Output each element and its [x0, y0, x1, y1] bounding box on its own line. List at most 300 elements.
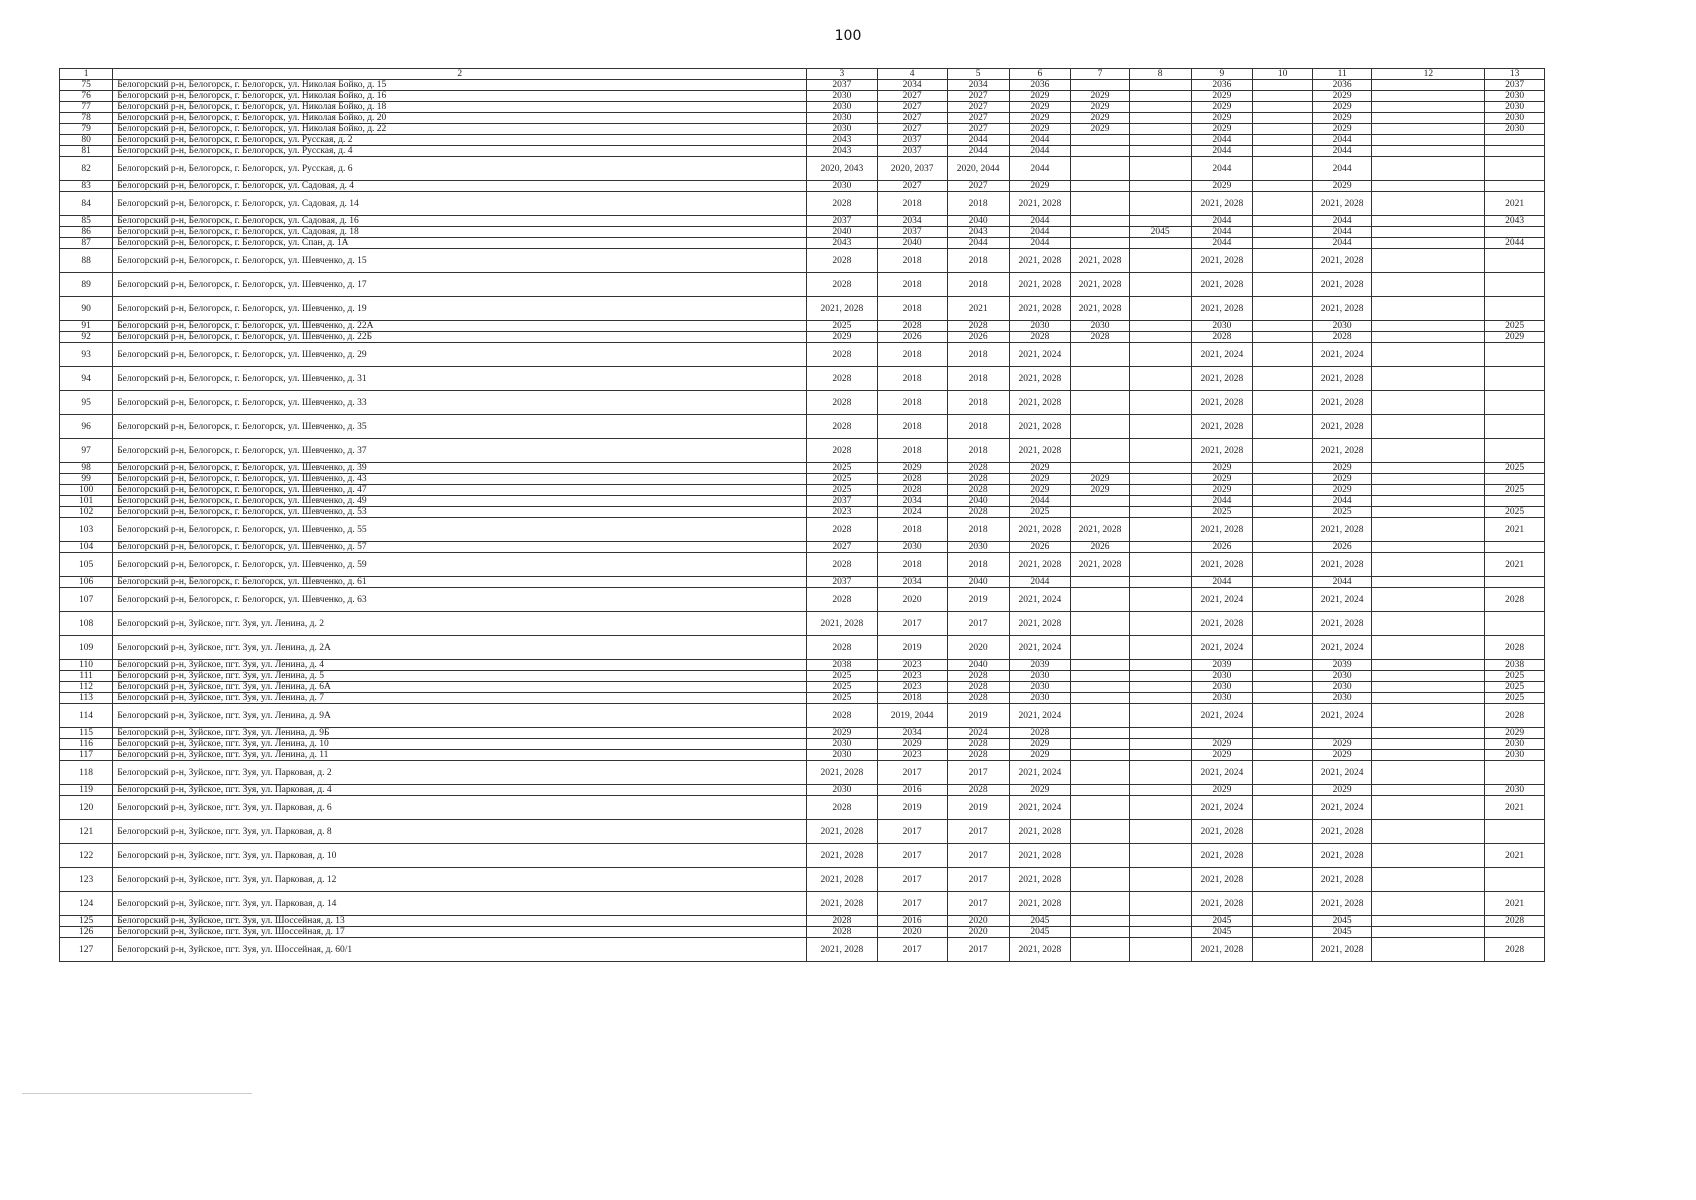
year-cell: 2028: [947, 750, 1009, 761]
table-row: [60, 682, 1545, 693]
year-cell: 2029: [1191, 739, 1253, 750]
year-cell: 2025: [1485, 671, 1545, 682]
year-cell: 2021: [1485, 844, 1545, 868]
year-cell: [1129, 192, 1191, 216]
scan-artifact-line: [22, 1093, 252, 1094]
table-row: [60, 181, 1545, 192]
address-cell: Белогорский р-н, Зуйское, пгт. Зуя, ул. Ленина, д. 7: [113, 693, 807, 704]
table-row: [60, 938, 1545, 962]
year-cell: 2017: [877, 868, 947, 892]
year-cell: [1071, 343, 1130, 367]
year-cell: [1253, 820, 1313, 844]
address-cell: Белогорский р-н, Зуйское, пгт. Зуя, ул. Ленина, д. 6А: [113, 682, 807, 693]
address-cell: Белогорский р-н, Белогорск, г. Белогорск, ул. Николая Бойко, д. 22: [113, 124, 807, 135]
row-number: 126: [60, 927, 113, 938]
year-cell: 2021, 2024: [1312, 761, 1372, 785]
row-number: 122: [60, 844, 113, 868]
year-cell: 2040: [947, 660, 1009, 671]
year-cell: 2025: [1485, 485, 1545, 496]
table-row: [60, 273, 1545, 297]
year-cell: 2021, 2028: [807, 892, 877, 916]
row-number: 99: [60, 474, 113, 485]
row-number: 85: [60, 216, 113, 227]
row-number: 111: [60, 671, 113, 682]
year-cell: 2044: [947, 135, 1009, 146]
column-header: 11: [1312, 69, 1372, 80]
year-cell: 2021, 2024: [1312, 588, 1372, 612]
year-cell: 2021, 2028: [1009, 367, 1071, 391]
year-cell: [1372, 102, 1485, 113]
year-cell: 2025: [1009, 507, 1071, 518]
row-number: 123: [60, 868, 113, 892]
address-cell: Белогорский р-н, Белогорск, г. Белогорск, ул. Шевченко, д. 57: [113, 542, 807, 553]
year-cell: [1253, 612, 1313, 636]
year-cell: 2040: [947, 216, 1009, 227]
year-cell: 2045: [1312, 927, 1372, 938]
year-cell: [1129, 553, 1191, 577]
year-cell: [1129, 273, 1191, 297]
year-cell: [1372, 518, 1485, 542]
year-cell: 2029: [1312, 463, 1372, 474]
year-cell: 2018: [947, 343, 1009, 367]
year-cell: 2030: [1009, 321, 1071, 332]
year-cell: [1129, 321, 1191, 332]
year-cell: [1129, 463, 1191, 474]
year-cell: 2018: [877, 343, 947, 367]
address-cell: Белогорский р-н, Белогорск, г. Белогорск, ул. Шевченко, д. 39: [113, 463, 807, 474]
year-cell: [1071, 238, 1130, 249]
year-cell: [1071, 157, 1130, 181]
row-number: 127: [60, 938, 113, 962]
year-cell: 2018: [877, 693, 947, 704]
year-cell: 2017: [947, 844, 1009, 868]
year-cell: [1485, 249, 1545, 273]
year-cell: 2025: [1312, 507, 1372, 518]
column-header: 8: [1129, 69, 1191, 80]
year-cell: 2020, 2043: [807, 157, 877, 181]
address-cell: Белогорский р-н, Зуйское, пгт. Зуя, ул. Ленина, д. 2А: [113, 636, 807, 660]
column-header: 7: [1071, 69, 1130, 80]
row-number: 75: [60, 80, 113, 91]
table-row: [60, 507, 1545, 518]
year-cell: 2044: [1009, 238, 1071, 249]
year-cell: [1372, 135, 1485, 146]
year-cell: [1129, 820, 1191, 844]
year-cell: [1129, 704, 1191, 728]
year-cell: 2045: [1312, 916, 1372, 927]
year-cell: 2026: [1312, 542, 1372, 553]
table-row: [60, 553, 1545, 577]
year-cell: 2025: [807, 474, 877, 485]
row-number: 124: [60, 892, 113, 916]
table-row: [60, 868, 1545, 892]
year-cell: 2029: [877, 739, 947, 750]
row-number: 118: [60, 761, 113, 785]
year-cell: [1253, 321, 1313, 332]
column-header: 3: [807, 69, 877, 80]
year-cell: 2026: [1191, 542, 1253, 553]
year-cell: 2018: [947, 439, 1009, 463]
year-cell: 2023: [877, 682, 947, 693]
year-cell: 2034: [947, 80, 1009, 91]
year-cell: 2028: [807, 588, 877, 612]
year-cell: 2029: [1191, 463, 1253, 474]
year-cell: 2020, 2037: [877, 157, 947, 181]
year-cell: 2021, 2024: [1191, 704, 1253, 728]
year-cell: 2021, 2028: [1312, 415, 1372, 439]
year-cell: [1129, 238, 1191, 249]
year-cell: 2028: [947, 739, 1009, 750]
year-cell: 2019: [947, 796, 1009, 820]
year-cell: 2028: [807, 916, 877, 927]
year-cell: 2044: [947, 238, 1009, 249]
table-row: [60, 102, 1545, 113]
year-cell: [1253, 332, 1313, 343]
year-cell: 2019: [877, 796, 947, 820]
year-cell: 2039: [1009, 660, 1071, 671]
year-cell: 2021, 2028: [1191, 439, 1253, 463]
year-cell: 2030: [1009, 682, 1071, 693]
year-cell: 2029: [1009, 474, 1071, 485]
year-cell: [1253, 80, 1313, 91]
year-cell: [1253, 660, 1313, 671]
year-cell: 2037: [877, 146, 947, 157]
year-cell: [1129, 157, 1191, 181]
year-cell: 2025: [1485, 463, 1545, 474]
year-cell: [1129, 391, 1191, 415]
year-cell: [1129, 113, 1191, 124]
year-cell: 2021, 2024: [1312, 636, 1372, 660]
year-cell: 2021, 2028: [1191, 192, 1253, 216]
year-cell: [1129, 507, 1191, 518]
year-cell: 2030: [807, 181, 877, 192]
year-cell: [1071, 496, 1130, 507]
year-cell: [1372, 542, 1485, 553]
year-cell: [1485, 415, 1545, 439]
year-cell: 2028: [1485, 938, 1545, 962]
year-cell: 2017: [877, 612, 947, 636]
year-cell: 2021, 2028: [807, 868, 877, 892]
year-cell: 2027: [947, 124, 1009, 135]
address-cell: Белогорский р-н, Белогорск, г. Белогорск, ул. Шевченко, д. 31: [113, 367, 807, 391]
column-header: 12: [1372, 69, 1485, 80]
row-number: 104: [60, 542, 113, 553]
year-cell: 2018: [947, 273, 1009, 297]
year-cell: [1485, 577, 1545, 588]
year-cell: 2044: [1191, 216, 1253, 227]
year-cell: 2027: [877, 124, 947, 135]
year-cell: [1372, 297, 1485, 321]
row-number: 91: [60, 321, 113, 332]
year-cell: 2018: [877, 415, 947, 439]
year-cell: 2029: [1009, 750, 1071, 761]
year-cell: 2025: [1485, 682, 1545, 693]
row-number: 119: [60, 785, 113, 796]
year-cell: [1071, 796, 1130, 820]
table-row: [60, 157, 1545, 181]
year-cell: 2021, 2028: [1191, 868, 1253, 892]
year-cell: 2028: [947, 463, 1009, 474]
year-cell: 2021, 2028: [1009, 892, 1071, 916]
year-cell: 2044: [1312, 496, 1372, 507]
year-cell: [1372, 553, 1485, 577]
year-cell: [1129, 927, 1191, 938]
year-cell: 2028: [807, 439, 877, 463]
year-cell: 2028: [1485, 588, 1545, 612]
row-number: 76: [60, 91, 113, 102]
year-cell: [1071, 367, 1130, 391]
year-cell: [1253, 916, 1313, 927]
table-row: [60, 671, 1545, 682]
row-number: 103: [60, 518, 113, 542]
address-cell: Белогорский р-н, Зуйское, пгт. Зуя, ул. Ленина, д. 9А: [113, 704, 807, 728]
year-cell: [1372, 892, 1485, 916]
address-cell: Белогорский р-н, Белогорск, г. Белогорск, ул. Русская, д. 6: [113, 157, 807, 181]
year-cell: 2021, 2028: [1071, 297, 1130, 321]
year-cell: 2021, 2028: [1009, 518, 1071, 542]
year-cell: [1253, 227, 1313, 238]
year-cell: [1372, 496, 1485, 507]
year-cell: [1372, 761, 1485, 785]
year-cell: [1071, 820, 1130, 844]
year-cell: 2038: [1485, 660, 1545, 671]
year-cell: [1071, 391, 1130, 415]
year-cell: [1253, 518, 1313, 542]
year-cell: 2021, 2024: [1009, 588, 1071, 612]
year-cell: [1129, 636, 1191, 660]
year-cell: 2044: [1312, 577, 1372, 588]
row-number: 100: [60, 485, 113, 496]
year-cell: 2025: [1191, 507, 1253, 518]
year-cell: 2043: [807, 146, 877, 157]
year-cell: 2039: [1191, 660, 1253, 671]
year-cell: [1372, 577, 1485, 588]
year-cell: 2021, 2024: [1191, 761, 1253, 785]
year-cell: 2021, 2028: [1312, 938, 1372, 962]
table-row: [60, 820, 1545, 844]
year-cell: 2037: [807, 216, 877, 227]
table-row: [60, 463, 1545, 474]
year-cell: [1372, 332, 1485, 343]
year-cell: [1253, 704, 1313, 728]
address-cell: Белогорский р-н, Белогорск, г. Белогорск, ул. Шевченко, д. 37: [113, 439, 807, 463]
year-cell: [1129, 80, 1191, 91]
year-cell: 2029: [807, 728, 877, 739]
address-cell: Белогорский р-н, Белогорск, г. Белогорск, ул. Николая Бойко, д. 18: [113, 102, 807, 113]
year-cell: 2045: [1009, 916, 1071, 927]
address-cell: Белогорский р-н, Зуйское, пгт. Зуя, ул. Парковая, д. 12: [113, 868, 807, 892]
year-cell: 2020, 2044: [947, 157, 1009, 181]
table-row: [60, 367, 1545, 391]
year-cell: 2025: [807, 682, 877, 693]
table-row: [60, 297, 1545, 321]
year-cell: 2019: [877, 636, 947, 660]
address-cell: Белогорский р-н, Зуйское, пгт. Зуя, ул. Шоссейная, д. 17: [113, 927, 807, 938]
table-row: [60, 739, 1545, 750]
row-number: 93: [60, 343, 113, 367]
year-cell: 2027: [947, 91, 1009, 102]
row-number: 94: [60, 367, 113, 391]
year-cell: 2028: [1071, 332, 1130, 343]
row-number: 81: [60, 146, 113, 157]
year-cell: 2020: [877, 927, 947, 938]
year-cell: [1129, 181, 1191, 192]
year-cell: [1253, 682, 1313, 693]
year-cell: 2029: [1071, 113, 1130, 124]
year-cell: [1071, 588, 1130, 612]
year-cell: [1253, 181, 1313, 192]
address-cell: Белогорский р-н, Белогорск, г. Белогорск, ул. Садовая, д. 14: [113, 192, 807, 216]
address-cell: Белогорский р-н, Белогорск, г. Белогорск, ул. Садовая, д. 18: [113, 227, 807, 238]
year-cell: [1071, 844, 1130, 868]
year-cell: 2021, 2028: [807, 844, 877, 868]
year-cell: 2044: [1009, 135, 1071, 146]
year-cell: 2021: [1485, 553, 1545, 577]
address-cell: Белогорский р-н, Зуйское, пгт. Зуя, ул. Парковая, д. 4: [113, 785, 807, 796]
year-cell: 2021, 2028: [1191, 415, 1253, 439]
year-cell: 2021, 2024: [1009, 796, 1071, 820]
table-row: [60, 91, 1545, 102]
year-cell: 2027: [877, 113, 947, 124]
year-cell: 2044: [1009, 496, 1071, 507]
year-cell: [1253, 391, 1313, 415]
table-row: [60, 796, 1545, 820]
year-cell: [1071, 671, 1130, 682]
year-cell: 2044: [1312, 238, 1372, 249]
year-cell: [1372, 249, 1485, 273]
year-cell: 2030: [1485, 785, 1545, 796]
year-cell: [1071, 181, 1130, 192]
year-cell: 2030: [1009, 693, 1071, 704]
year-cell: 2043: [807, 238, 877, 249]
year-cell: [1129, 671, 1191, 682]
year-cell: [1191, 728, 1253, 739]
year-cell: [1485, 343, 1545, 367]
year-cell: 2020: [947, 636, 1009, 660]
year-cell: 2026: [877, 332, 947, 343]
year-cell: 2029: [1071, 102, 1130, 113]
year-cell: [1253, 124, 1313, 135]
year-cell: [1253, 146, 1313, 157]
year-cell: 2028: [807, 927, 877, 938]
year-cell: 2044: [1312, 157, 1372, 181]
year-cell: [1372, 485, 1485, 496]
year-cell: 2018: [877, 249, 947, 273]
year-cell: 2019, 2044: [877, 704, 947, 728]
year-cell: 2040: [947, 496, 1009, 507]
year-cell: [1485, 439, 1545, 463]
year-cell: [1253, 588, 1313, 612]
year-cell: [1485, 391, 1545, 415]
year-cell: 2017: [877, 844, 947, 868]
year-cell: 2028: [807, 391, 877, 415]
year-cell: [1372, 750, 1485, 761]
year-cell: 2021, 2024: [1312, 343, 1372, 367]
address-cell: Белогорский р-н, Белогорск, г. Белогорск, ул. Шевченко, д. 17: [113, 273, 807, 297]
address-cell: Белогорский р-н, Зуйское, пгт. Зуя, ул. Парковая, д. 6: [113, 796, 807, 820]
year-cell: 2028: [807, 367, 877, 391]
year-cell: [1129, 938, 1191, 962]
year-cell: [1129, 588, 1191, 612]
year-cell: [1372, 796, 1485, 820]
year-cell: 2029: [1009, 102, 1071, 113]
year-cell: [1129, 916, 1191, 927]
year-cell: [1485, 927, 1545, 938]
year-cell: 2030: [1485, 739, 1545, 750]
table-row: [60, 238, 1545, 249]
year-cell: 2017: [877, 761, 947, 785]
row-number: 125: [60, 916, 113, 927]
year-cell: 2017: [947, 761, 1009, 785]
year-cell: 2021, 2028: [1191, 249, 1253, 273]
address-cell: Белогорский р-н, Зуйское, пгт. Зуя, ул. Парковая, д. 2: [113, 761, 807, 785]
year-cell: [1253, 249, 1313, 273]
year-cell: [1129, 343, 1191, 367]
year-cell: [1253, 485, 1313, 496]
year-cell: 2021, 2024: [1009, 704, 1071, 728]
year-cell: 2023: [807, 507, 877, 518]
year-cell: 2021, 2028: [1009, 612, 1071, 636]
year-cell: 2029: [1312, 181, 1372, 192]
table-row: [60, 216, 1545, 227]
year-cell: 2021, 2024: [1191, 588, 1253, 612]
year-cell: 2021, 2024: [1009, 343, 1071, 367]
column-header: 5: [947, 69, 1009, 80]
year-cell: 2037: [877, 135, 947, 146]
year-cell: [1372, 588, 1485, 612]
address-cell: Белогорский р-н, Зуйское, пгт. Зуя, ул. Ленина, д. 9Б: [113, 728, 807, 739]
year-cell: 2021, 2028: [1009, 391, 1071, 415]
column-header: 6: [1009, 69, 1071, 80]
year-cell: [1372, 612, 1485, 636]
year-cell: 2045: [1191, 927, 1253, 938]
table-row: [60, 227, 1545, 238]
year-cell: 2029: [1009, 785, 1071, 796]
year-cell: 2028: [1312, 332, 1372, 343]
row-number: 95: [60, 391, 113, 415]
year-cell: 2030: [807, 124, 877, 135]
year-cell: 2021, 2028: [1312, 273, 1372, 297]
year-cell: 2029: [1312, 113, 1372, 124]
address-cell: Белогорский р-н, Белогорск, г. Белогорск, ул. Николая Бойко, д. 20: [113, 113, 807, 124]
address-cell: Белогорский р-н, Белогорск, г. Белогорск, ул. Шевченко, д. 53: [113, 507, 807, 518]
table-row: [60, 496, 1545, 507]
address-cell: Белогорский р-н, Зуйское, пгт. Зуя, ул. Шоссейная, д. 60/1: [113, 938, 807, 962]
table-row: [60, 415, 1545, 439]
year-cell: 2021, 2028: [1191, 892, 1253, 916]
year-cell: 2037: [877, 227, 947, 238]
year-cell: 2021, 2028: [1191, 518, 1253, 542]
table-body: [60, 69, 1545, 962]
year-cell: [1253, 216, 1313, 227]
year-cell: 2034: [877, 216, 947, 227]
year-cell: [1071, 728, 1130, 739]
year-cell: 2019: [947, 588, 1009, 612]
year-cell: [1485, 496, 1545, 507]
row-number: 96: [60, 415, 113, 439]
year-cell: 2021, 2028: [1009, 415, 1071, 439]
year-cell: 2030: [807, 739, 877, 750]
year-cell: 2037: [807, 496, 877, 507]
table-row: [60, 927, 1545, 938]
year-cell: 2028: [807, 518, 877, 542]
year-cell: [1129, 844, 1191, 868]
year-cell: 2044: [1312, 135, 1372, 146]
year-cell: 2029: [807, 332, 877, 343]
year-cell: 2030: [807, 750, 877, 761]
address-cell: Белогорский р-н, Зуйское, пгт. Зуя, ул. Парковая, д. 8: [113, 820, 807, 844]
year-cell: 2039: [1312, 660, 1372, 671]
